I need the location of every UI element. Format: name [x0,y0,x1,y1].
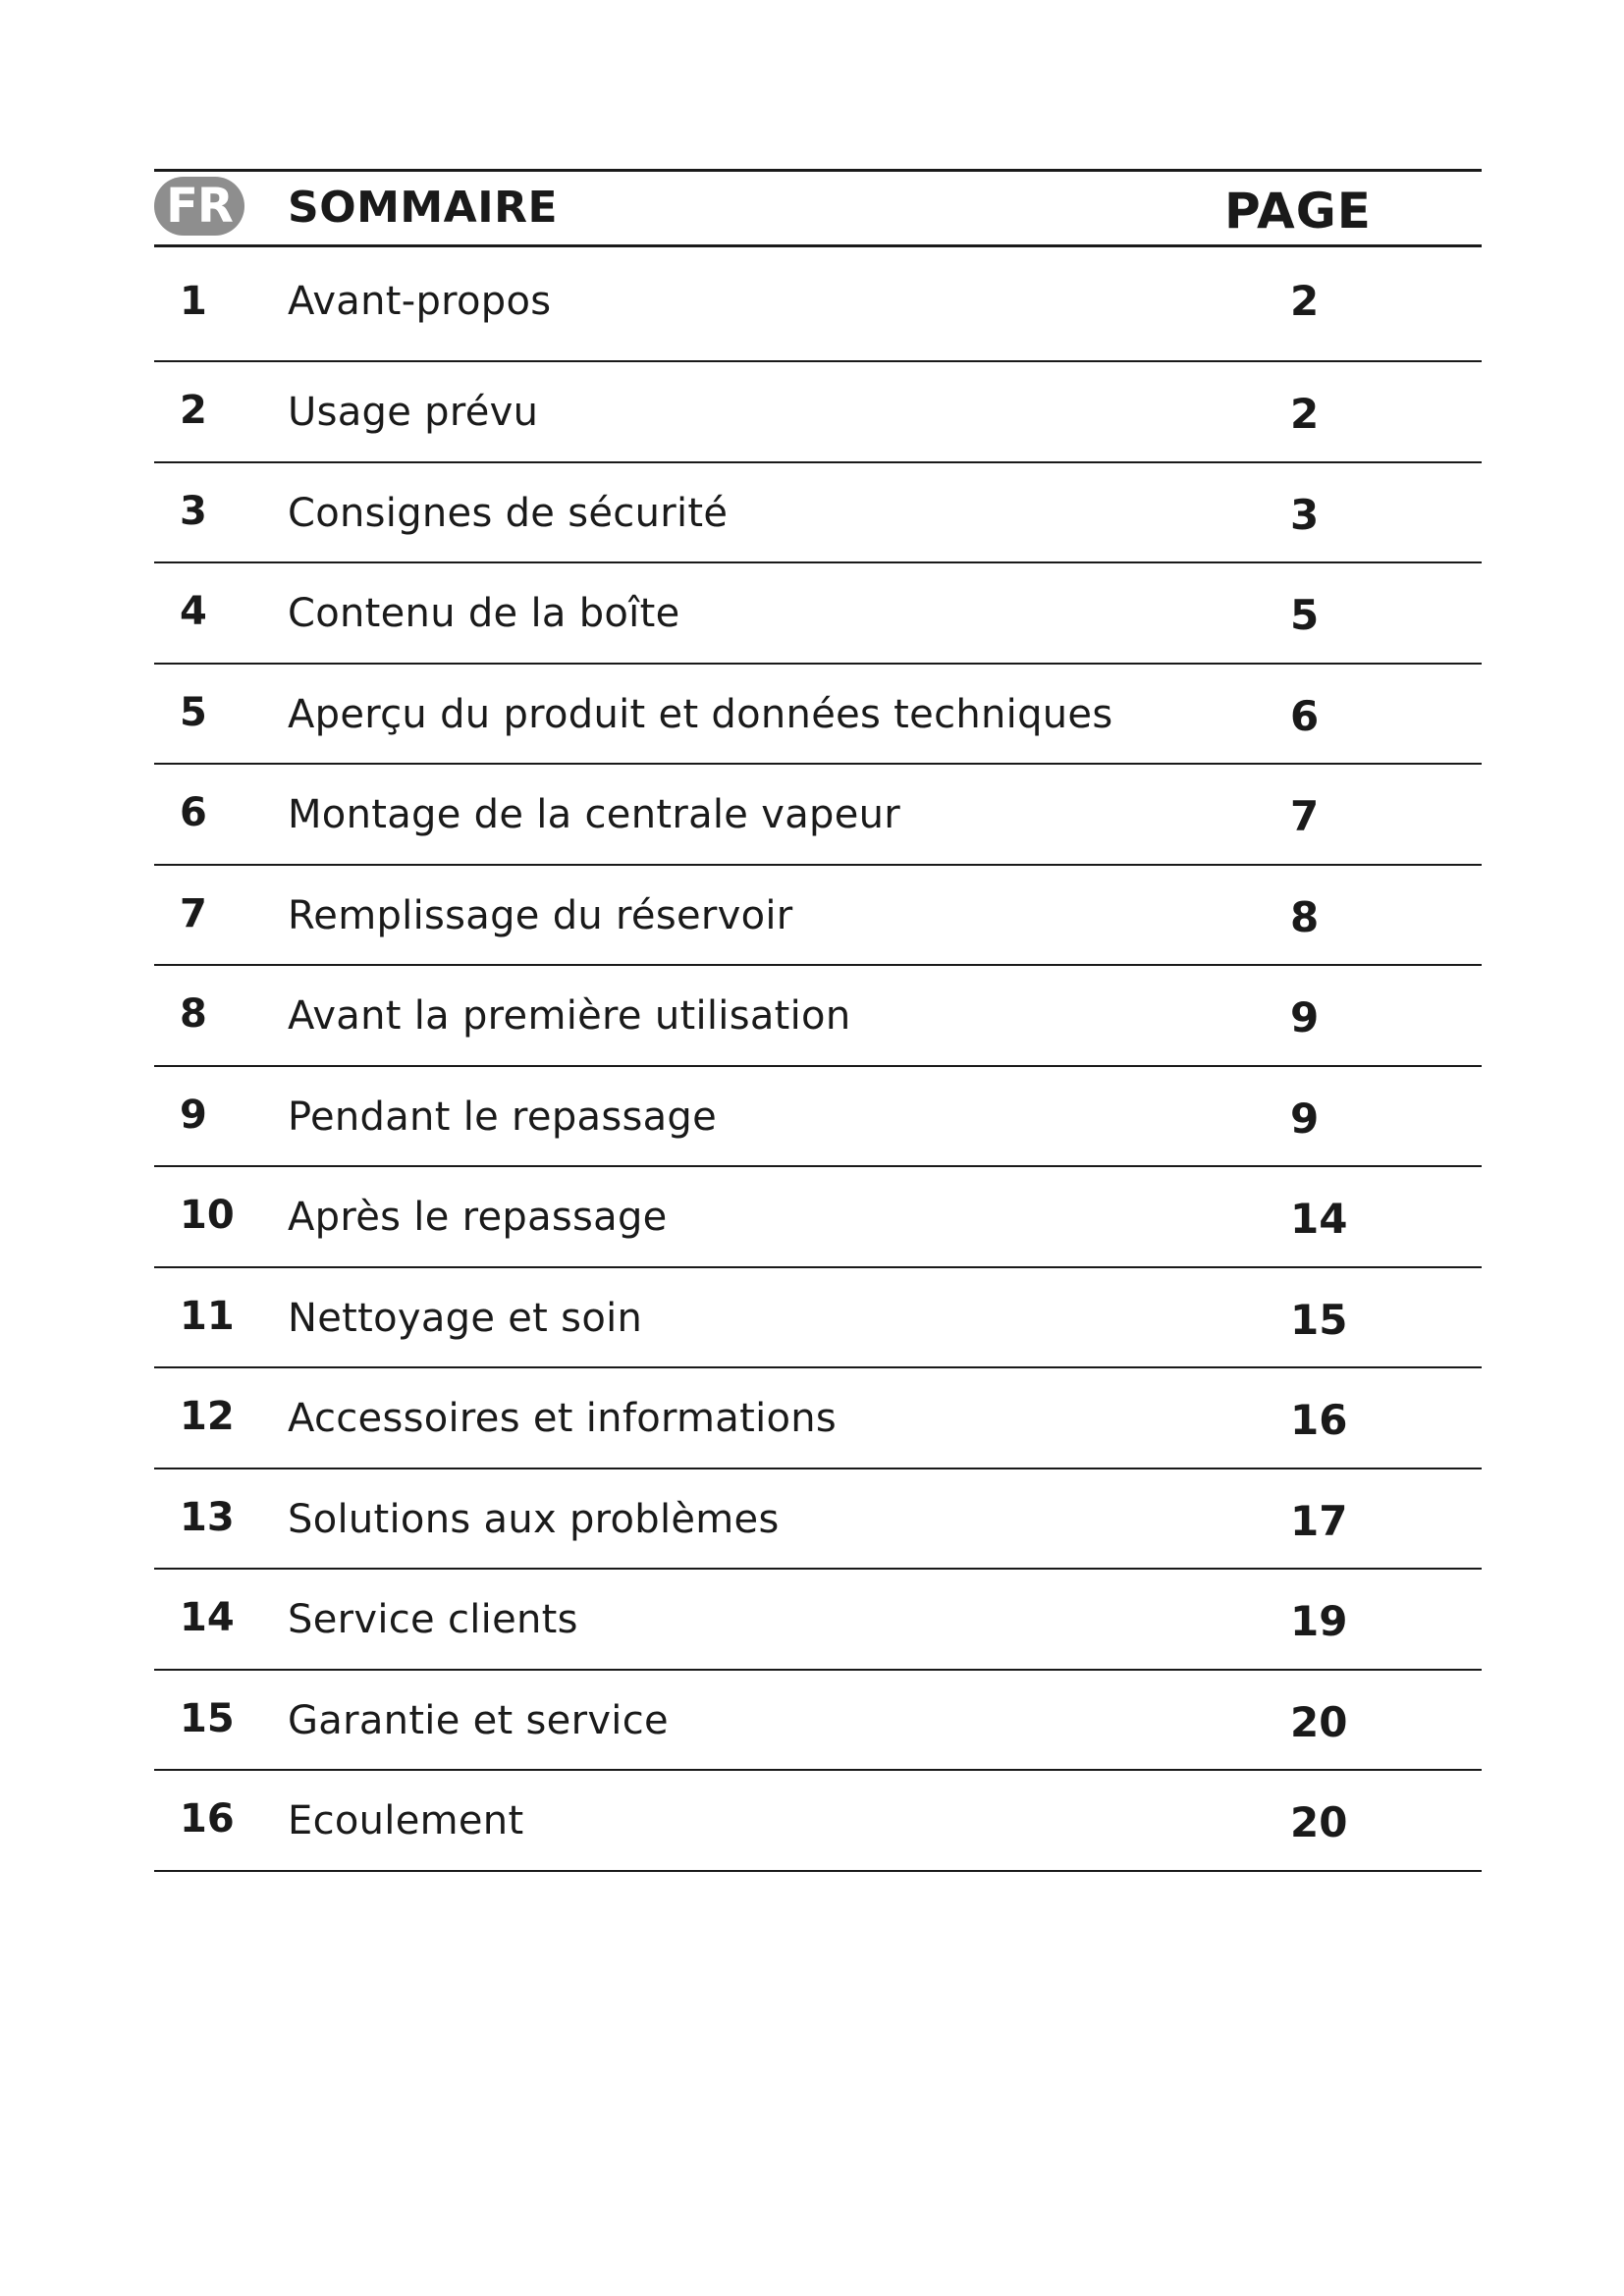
toc-row[interactable] [154,1067,1482,1168]
toc-row[interactable] [154,1469,1482,1571]
toc-row-page: 19 [1290,1597,1348,1645]
toc-row[interactable] [154,362,1482,463]
toc-row-page: 9 [1290,1094,1320,1143]
toc-row-page: 7 [1290,792,1320,840]
language-badge: FR [154,177,244,236]
toc-row-title: Pendant le repassage [288,1094,718,1140]
toc-row-number: 5 [180,689,207,735]
toc-row[interactable] [154,563,1482,665]
toc-row-title: Garantie et service [288,1697,669,1743]
toc-row-page: 16 [1290,1396,1348,1444]
toc-row-title: Avant-propos [288,279,552,324]
toc-row-page: 20 [1290,1798,1348,1846]
toc-row-page: 5 [1290,591,1320,639]
toc-row-title: Nettoyage et soin [288,1295,643,1341]
toc-row-number: 3 [180,488,207,534]
toc-row-title: Montage de la centrale vapeur [288,792,901,837]
toc-row-number: 7 [180,890,207,936]
toc-row-number: 11 [180,1293,235,1339]
toc-row[interactable] [154,1268,1482,1369]
table-of-contents [154,169,1482,1872]
toc-row-title: Aperçu du produit et données techniques [288,691,1113,737]
toc-row-title: Solutions aux problèmes [288,1496,780,1542]
toc-row-title: Usage prévu [288,390,539,435]
toc-row-title: Ecoulement [288,1798,524,1843]
toc-row-number: 9 [180,1092,207,1138]
toc-row[interactable] [154,1771,1482,1872]
toc-row[interactable] [154,966,1482,1067]
toc-row-number: 10 [180,1193,235,1238]
toc-row-title: Après le repassage [288,1195,668,1240]
toc-row-number: 2 [180,388,207,433]
toc-row-page: 3 [1290,490,1320,539]
toc-row-number: 8 [180,991,207,1037]
toc-row-page: 14 [1290,1195,1348,1243]
toc-title: SOMMAIRE [288,183,559,233]
toc-row-title: Accessoires et informations [288,1396,838,1441]
toc-row-page: 20 [1290,1697,1348,1746]
toc-row[interactable] [154,1570,1482,1671]
page-column-header: PAGE [1224,183,1372,240]
toc-row-number: 1 [180,279,207,324]
toc-row-title: Service clients [288,1597,578,1642]
toc-row-number: 15 [180,1695,235,1741]
toc-row-title: Remplissage du réservoir [288,892,793,938]
toc-row[interactable] [154,765,1482,866]
toc-row-page: 9 [1290,993,1320,1041]
toc-row-number: 13 [180,1494,235,1540]
toc-row-title: Consignes de sécurité [288,490,729,536]
toc-row-number: 4 [180,589,207,634]
toc-row[interactable] [154,1671,1482,1772]
toc-row-page: 8 [1290,892,1320,941]
toc-row-number: 12 [180,1394,235,1439]
toc-row-page: 6 [1290,691,1320,740]
toc-row[interactable] [154,665,1482,766]
toc-row-title: Avant la première utilisation [288,993,851,1039]
toc-header [154,169,1482,247]
toc-row-page: 2 [1290,390,1320,438]
toc-row-number: 16 [180,1796,235,1842]
toc-rows [154,247,1482,1872]
toc-row-page: 15 [1290,1295,1348,1344]
toc-row[interactable] [154,247,1482,362]
toc-row-page: 17 [1290,1496,1348,1545]
toc-row-page: 2 [1290,277,1320,325]
toc-row[interactable] [154,1167,1482,1268]
toc-row-number: 6 [180,790,207,835]
toc-row[interactable] [154,1368,1482,1469]
toc-row[interactable] [154,866,1482,967]
toc-row[interactable] [154,463,1482,564]
toc-row-title: Contenu de la boîte [288,591,680,636]
toc-row-number: 14 [180,1595,235,1640]
